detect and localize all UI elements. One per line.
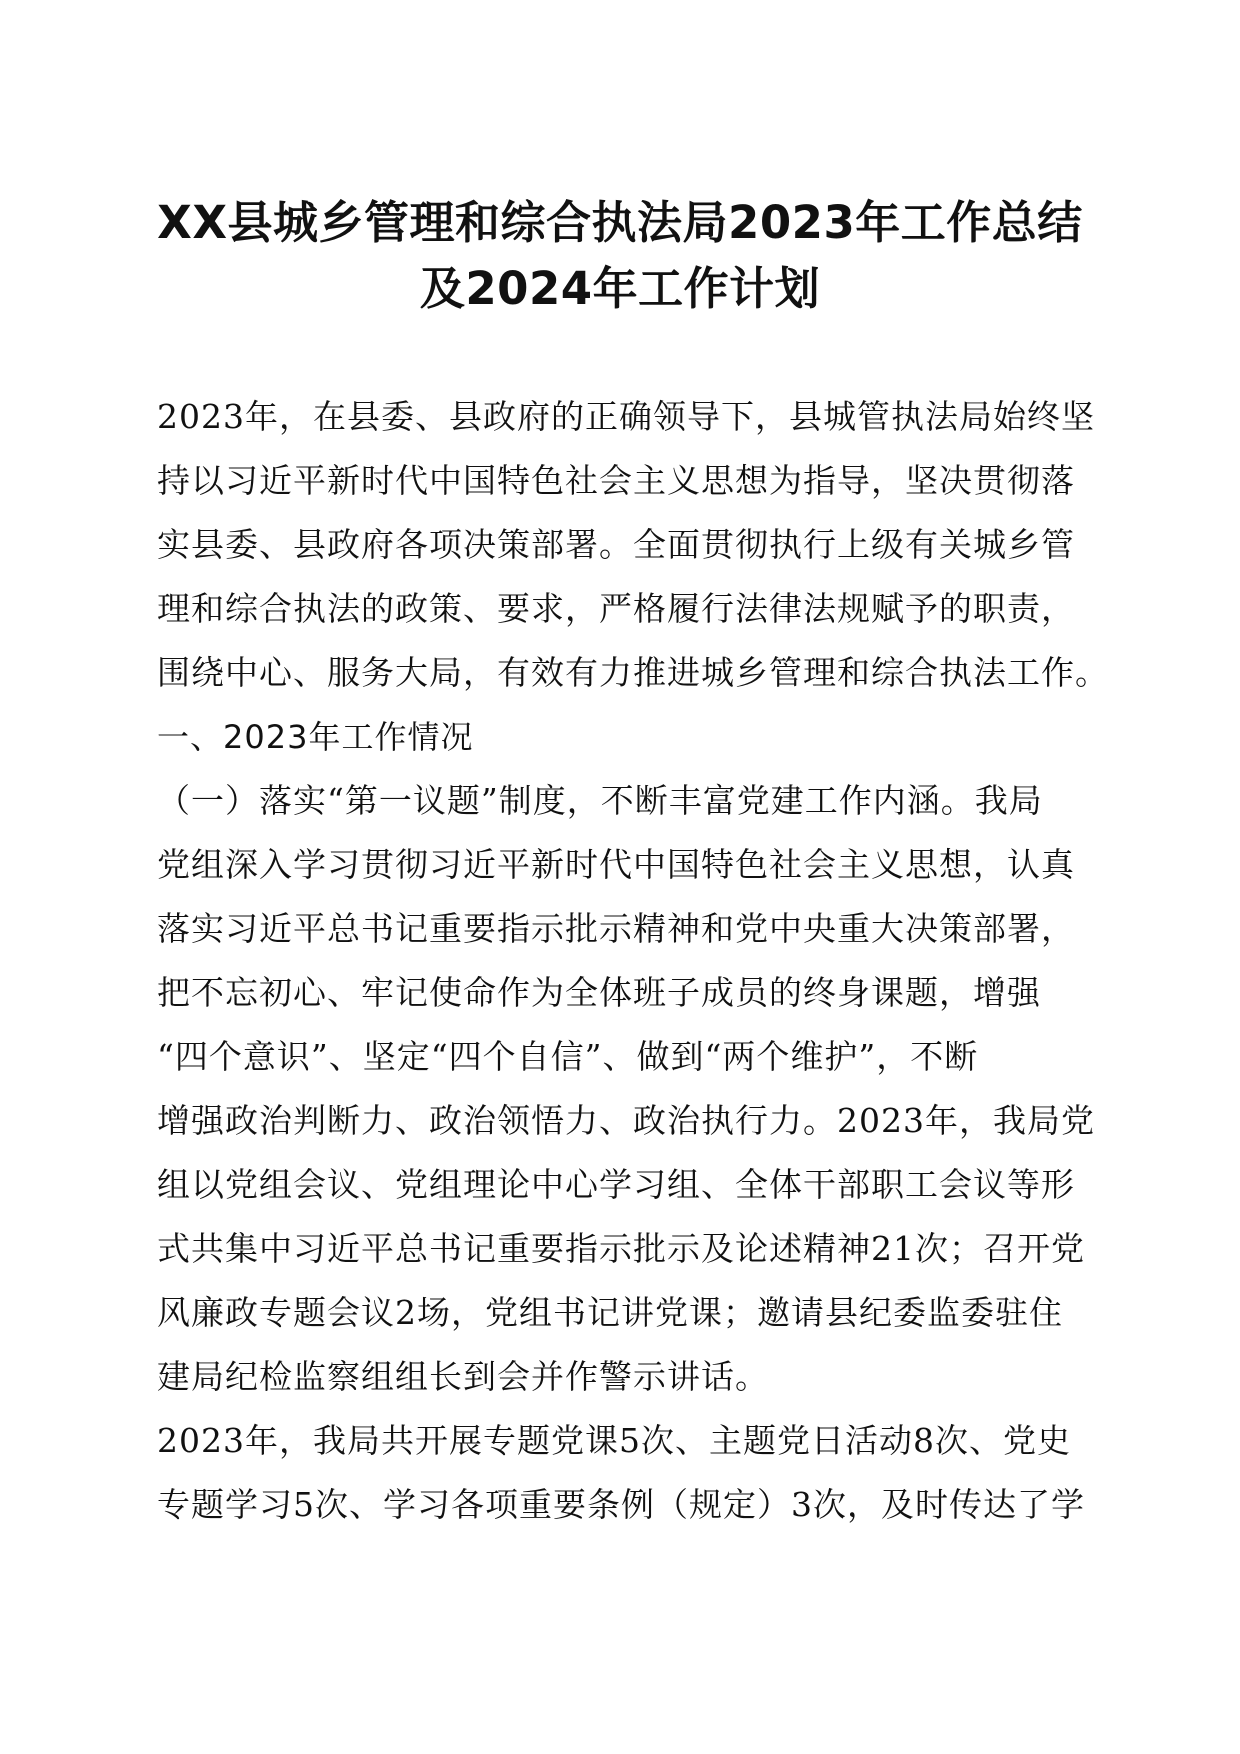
- body-line: 组以党组会议、党组理论中心学习组、全体干部职工会议等形: [157, 1165, 1075, 1204]
- body-line: “四个意识”、坚定“四个自信”、做到“两个维护”，不断: [157, 1037, 979, 1076]
- body-line: 式共集中习近平总书记重要指示批示及论述精神21次；召开党: [157, 1229, 1085, 1268]
- body-line: 理和综合执法的政策、要求，严格履行法律法规赋予的职责，: [157, 589, 1075, 628]
- body-line: 围绕中心、服务大局，有效有力推进城乡管理和综合执法工作。: [157, 653, 1109, 692]
- document-title: [130, 190, 1110, 322]
- body-line: 增强政治判断力、政治领悟力、政治执行力。2023年，我局党: [157, 1101, 1095, 1140]
- document-body: [157, 385, 1109, 1537]
- body-line: 专题学习5次、学习各项重要条例（规定）3次，及时传达了学: [157, 1485, 1085, 1524]
- section-heading: 一、2023年工作情况: [157, 718, 474, 756]
- body-line: 把不忘初心、牢记使命作为全体班子成员的终身课题，增强: [157, 973, 1041, 1012]
- body-line: 建局纪检监察组组长到会并作警示讲话。: [157, 1357, 769, 1396]
- body-line: 实县委、县政府各项决策部署。全面贯彻执行上级有关城乡管: [157, 525, 1075, 564]
- body-line: 党组深入学习贯彻习近平新时代中国特色社会主义思想，认真: [157, 845, 1075, 884]
- body-line: 风廉政专题会议2场，党组书记讲党课；邀请县纪委监委驻住: [157, 1293, 1063, 1332]
- body-line: （一）落实“第一议题”制度，不断丰富党建工作内涵。我局: [157, 781, 1043, 820]
- body-line: 持以习近平新时代中国特色社会主义思想为指导，坚决贯彻落: [157, 461, 1075, 500]
- title-line-2: 及2024年工作计划: [419, 262, 821, 315]
- body-line: 落实习近平总书记重要指示批示精神和党中央重大决策部署，: [157, 909, 1075, 948]
- body-line: 2023年，我局共开展专题党课5次、主题党日活动8次、党史: [157, 1421, 1071, 1460]
- title-line-1: XX县城乡管理和综合执法局2023年工作总结: [157, 196, 1083, 249]
- body-line: 2023年，在县委、县政府的正确领导下，县城管执法局始终坚: [157, 397, 1095, 436]
